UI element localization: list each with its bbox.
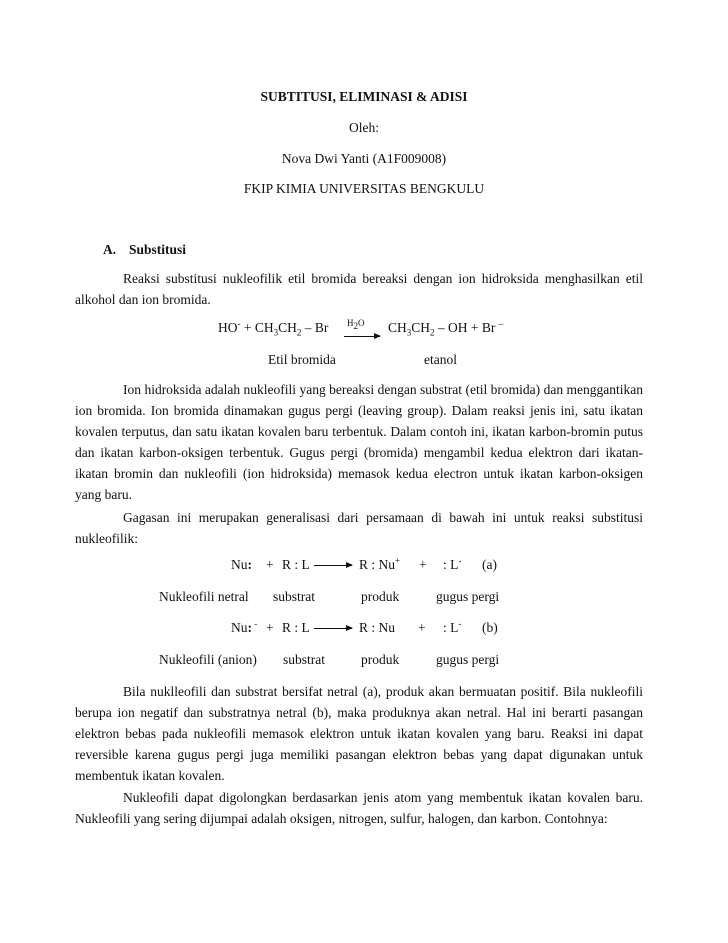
eq-a-label-nucleophile: Nukleofili netral xyxy=(159,589,249,604)
eq-a-product: R : Nu+ xyxy=(359,555,401,572)
section-label: A. xyxy=(103,242,117,257)
paragraph-1: Reaksi substitusi nukleofilik etil bromida bereaksi dengan ion hidroksida menghasilkan etil alkohol dan ion bromida. xyxy=(75,271,643,307)
eq-a-nucleophile: Nu: xyxy=(231,557,252,572)
eq-a-label-substrate: substrat xyxy=(273,589,315,604)
eq-b-label-substrate: substrat xyxy=(283,652,325,667)
reaction-arrow xyxy=(344,336,380,337)
eq-b-label-product: produk xyxy=(361,652,400,667)
paragraph-3: Gagasan ini merupakan generalisasi dari persamaan di bawah ini untuk reaksi substitusi nukleofilik: xyxy=(75,510,643,546)
paragraph-5: Nukleofili dapat digolongkan berdasarkan jenis atom yang membentuk ikatan kovalen baru. Nukleofili yang sering dijumpai adalah oksigen, nitrogen, sulfur, halogen, dan karbon. Contohnya: xyxy=(75,790,643,826)
eq-b-substrate: R : L xyxy=(282,620,310,635)
eq-b-label-leaving: gugus pergi xyxy=(436,652,500,667)
author-prefix: Oleh: xyxy=(349,120,379,135)
paragraph-2: Ion hidroksida adalah nukleofili yang bereaksi dengan substrat (etil bromida) dan menggantikan ion bromida. Ion bromida dinamakan gugus pergi (leaving group). Dalam reaksi jenis ini, satu ikatan kovalen terputus, dan satu ikatan kovalen baru terbentuk. Dalam contoh ini, ikatan karbon-bromin putus dan ikatan karbon-oksigen terbentuk. Gugus pergi (bromida) mengambil kedua elektron dari ikatan-ikatan bromin dan nukleofili (ion hidroksida) memasok kedua electron untuk ikatan karbon-oksigen yang baru. xyxy=(75,382,643,502)
section-title: Substitusi xyxy=(129,242,187,257)
eq-a-arrow xyxy=(314,565,352,566)
reaction1-reagent: $H_2O$ xyxy=(347,318,365,331)
paragraph-4: Bila nuklleofili dan substrat bersifat netral (a), produk akan bermuatan positif. Bila nukleofili berupa ion negatif dan substratnya netral (b), maka produknya akan netral. Hal ini berarti pasangan elektron bebas pada nukleofili memasok elektron untuk ikatan kovalen yang baru. Reaksi ini dapat reversible karena gugus pergi juga memiliki pasangan elektron bebas yang dapat digunakan untuk membentuk ikatan kovalen. xyxy=(75,684,643,783)
eq-a-label-product: produk xyxy=(361,589,400,604)
institution: FKIP KIMIA UNIVERSITAS BENGKULU xyxy=(243,181,485,196)
reaction1-label-right: etanol xyxy=(424,352,457,367)
eq-a-tag: (a) xyxy=(482,557,497,572)
eq-a-substrate: R : L xyxy=(282,557,310,572)
eq-a-leaving-group: : L- xyxy=(443,555,462,572)
author-name: Nova Dwi Yanti (A1F009008) xyxy=(281,151,447,166)
eq-a-label-leaving: gugus pergi xyxy=(436,589,500,604)
eq-a-plus: + xyxy=(266,557,274,572)
eq-b-arrow xyxy=(314,628,352,629)
reaction1-products: $CH_3CH_2$ – OH + Br – xyxy=(388,318,504,338)
eq-b-nucleophile: Nu: - xyxy=(231,618,258,635)
eq-b-leaving-group: : L- xyxy=(443,618,462,635)
eq-a-plus-2: + xyxy=(419,557,427,572)
eq-b-tag: (b) xyxy=(482,620,498,635)
eq-b-product: R : Nu xyxy=(359,620,396,635)
reaction1-reactants: $HO^- + CH_3CH_2 - Br$ xyxy=(218,318,329,338)
eq-b-label-nucleophile: Nukleofili (anion) xyxy=(159,652,257,667)
document-title: SUBTITUSI, ELIMINASI & ADISI xyxy=(260,89,468,104)
eq-b-plus: + xyxy=(266,620,274,635)
reaction1-label-left: Etil bromida xyxy=(268,352,336,367)
eq-b-plus-2: + xyxy=(418,620,426,635)
